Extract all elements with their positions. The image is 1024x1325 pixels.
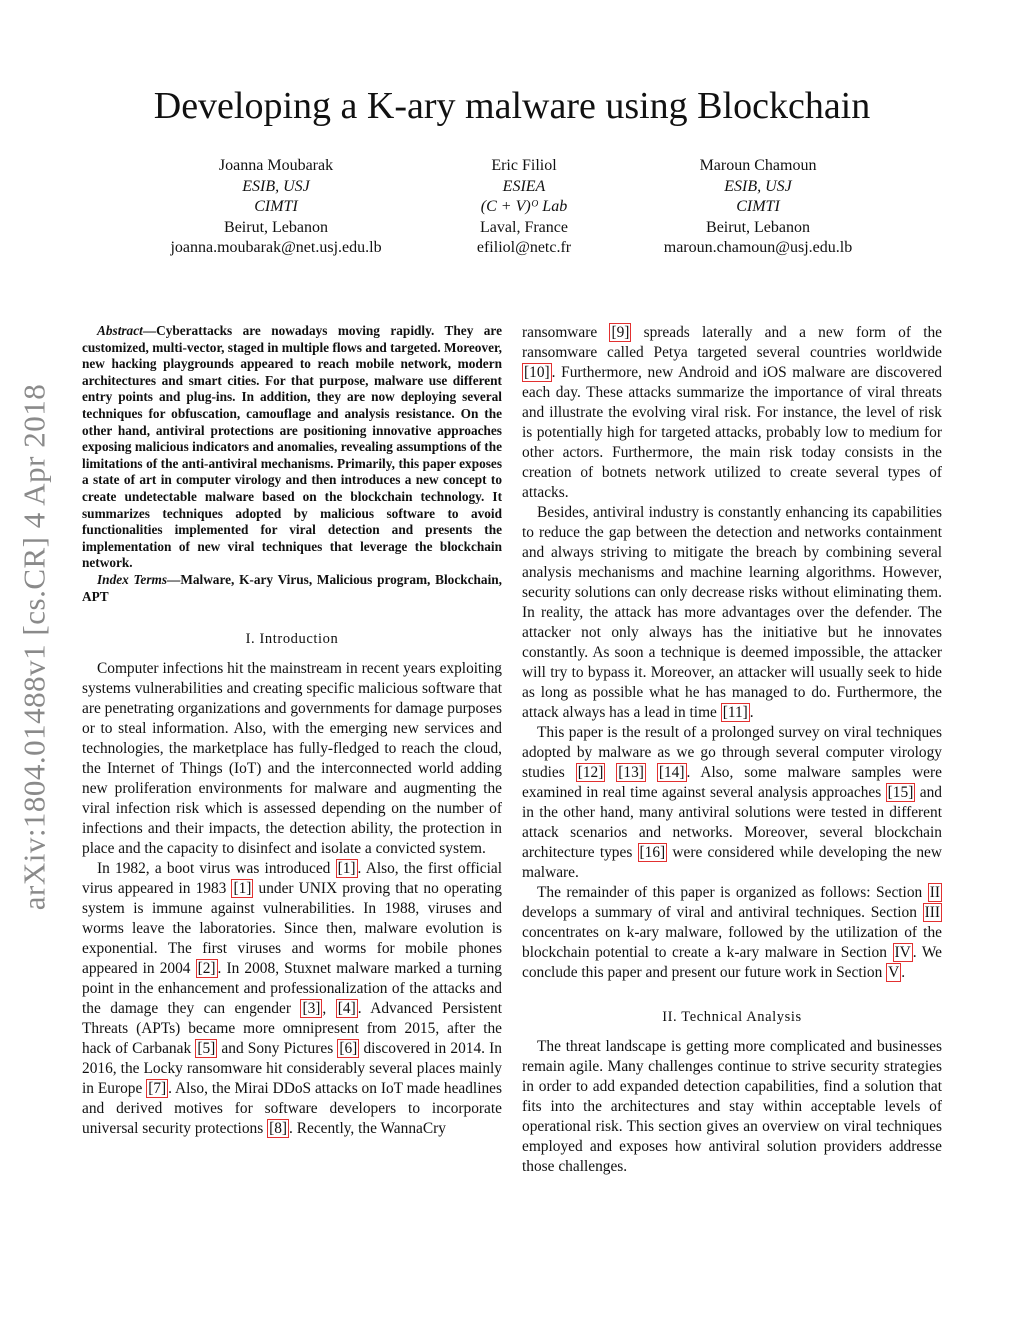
- author-email[interactable]: joanna.moubarak@net.usj.edu.lb: [170, 239, 382, 256]
- text-run: . We conclude this paper and present our future work in Section: [522, 944, 942, 981]
- text-run: Besides, antiviral industry is constantly enhancing its capabilities to reduce the gap between the detection and networks containment and always striving to mitigate the breach by combining several analysis mechanisms and machine learning algorithms. However, security solutions can only decrease risks without eliminating them. In reality, the attack has more advantages over the defender. The attacker not only always has the initiative but he innovates constantly. As soon a technique is deemed impossible, the attacker will try to bypass it. Moreover, an attacker will usually seek to hide as long as possible what he has managed to do. Furthermore, the attack always has a lead in time: [522, 504, 942, 721]
- text-run: . Furthermore, new Android and iOS malware are discovered each day. These attacks summarize the importance of viral threats and illustrate the evolving viral risk. For instance, the level of risk is potentially high for targeted attacks, probably low to medium for other actors. Furthermore, the main risk today consists in the creation of botnets network utilized to create several types of attacks.: [522, 364, 942, 501]
- citation-link[interactable]: [10]: [524, 364, 550, 381]
- index-terms: [82, 572, 502, 605]
- section-title-introduction: I. Introduction: [245, 631, 339, 648]
- text-run: . In 2008, Stuxnet malware marked a turning point in the enhancement and professionalization of the attacks and the damage they can engender: [82, 960, 502, 1018]
- citation-link[interactable]: [9]: [611, 324, 630, 341]
- intro-paragraph-2: [82, 859, 502, 1139]
- author-affiliation-lab: CIMTI: [254, 198, 298, 215]
- text-run: This paper is the result of a prolonged survey on viral techniques adopted by malware as we go through several computer virology studies: [522, 724, 942, 781]
- citation-link[interactable]: [3]: [302, 1000, 321, 1018]
- right-column: [522, 323, 942, 1177]
- author-name: Maroun Chamoun: [699, 157, 817, 174]
- index-terms-text: —Malware, K-ary Virus, Malicious program, Blockchain, APT: [82, 571, 502, 604]
- text-run: [646, 764, 657, 781]
- author-affiliation: ESIB, USJ: [242, 177, 310, 195]
- left-column: [82, 323, 502, 1139]
- author-location: Beirut, Lebanon: [224, 218, 328, 236]
- author-affiliation: ESIEA: [502, 177, 546, 195]
- abstract-text: —Cyberattacks are nowadays moving rapidly. They are customized, multi-vector, staged in multiple flows and targeted. Moreover, new hacking playgrounds appeared to reach mobile network, modern architectures and smart cities. For that purpose, malware use different entry points and plug-ins. In addition, they are now deploying several techniques for obfuscation, camouflage and analysis resistance. On the other hand, antiviral protections are positioning innovative approaches exposing malicious indicators and anomalies, revealing assumptions of the limitations of the anti-antiviral mechanisms. Primarily, this paper exposes a state of art in computer virology and then introduces a new concept to create undetectable malware based on the blockchain technology. It summarizes techniques adopted by malicious software to avoid functionalities implemented for viral detection and presents the implementation of new viral techniques that leverage the blockchain network.: [82, 323, 502, 571]
- citation-link[interactable]: [15]: [887, 784, 914, 801]
- text-run: . Also, some malware samples were examined in real time against several analysis approaches: [522, 764, 942, 801]
- text-run: spreads laterally and a new form of the ransomware called Petya targeted several countries worldwide: [522, 324, 942, 361]
- text-run: and in the other hand, many antiviral solutions were tested in different attack scenarios and networks. Moreover, several blockchain architecture types: [522, 784, 942, 861]
- abstract: [82, 323, 502, 572]
- author-affiliation: ESIB, USJ: [724, 177, 792, 195]
- text-run: . Also, the first official virus appeared in 1983: [82, 860, 502, 898]
- citation-link[interactable]: [7]: [148, 1080, 167, 1098]
- text-run: . Also, the Mirai DDoS attacks on IoT made headlines and derived motives for software developers to incorporate universal security protections: [82, 1080, 502, 1138]
- author-block-3: [608, 156, 908, 259]
- text-run: ransomware: [522, 324, 610, 341]
- section-title-technical-analysis: II. Technical Analysis: [662, 1009, 802, 1025]
- arxiv-identifier-text: arXiv:1804.01488v1 [cs.CR] 4 Apr 2018: [16, 383, 51, 911]
- section-link[interactable]: IV: [894, 944, 911, 961]
- text-run: . Advanced Persistent Threats (APTs) became more omnipresent from 2015, after the hack of Carbanak: [82, 1000, 502, 1058]
- text-run: discovered in 2014. In 2016, the Locky ransomware hit considerably several places mainly in Europe: [82, 1040, 503, 1098]
- citation-link[interactable]: [13]: [618, 764, 644, 781]
- technical-paragraph-1: The threat landscape is getting more complicated and businesses remain agile. Many challenges continue to strive security strategies in order to add expanded detection capabilities, find a solution that fits into the architectures and stay within acceptable levels of operational risk. This section gives an overview on viral techniques employed and exposes how antiviral solution providers addresse those challenges.: [522, 1038, 942, 1175]
- intro-paragraph-1: Computer infections hit the mainstream in recent years exploiting systems vulnerabilities and creating specific malicious software that are penetrating organizations and governments for damage purposes or to steal information. Also, with the emerging new services and technologies, the marketplace has fully-fledged to reach the cloud, the Internet of Things (IoT) and the interconnected world adding new proliferation environments for malware and augmenting the viral infection risk which is assessed depending on the number of infections and their impacts, the detection ability, the protection in place and the capacity to disinfect and isolate a convicted system.: [82, 660, 502, 858]
- text-run: . Recently, the WannaCry: [289, 1120, 446, 1138]
- text-run: were considered while developing the new malware.: [522, 844, 942, 881]
- index-terms-label: Index Terms: [97, 571, 168, 587]
- intro-paragraph-2-continued: [522, 323, 942, 503]
- text-run: .: [901, 964, 906, 981]
- text-run: The remainder of this paper is organized as follows: Section: [537, 884, 928, 901]
- intro-paragraph-5: [522, 883, 942, 983]
- citation-link[interactable]: [2]: [197, 960, 216, 978]
- citation-link[interactable]: [14]: [658, 764, 685, 781]
- citation-link[interactable]: [5]: [197, 1040, 216, 1058]
- text-run: under UNIX proving that no operating system is immune against vulnerabilities. In 1988, viruses and worms leave the laboratories. Since then, malware evolution is exponential. The first viruses and worms for mobile phones appeared in 2004: [82, 880, 502, 978]
- intro-paragraph-3: [522, 503, 942, 723]
- arxiv-identifier: [14, 362, 54, 932]
- author-location: Beirut, Lebanon: [706, 218, 810, 236]
- text-run: develops a summary of viral and antiviral techniques. Section: [522, 904, 923, 921]
- citation-link[interactable]: [16]: [639, 844, 666, 861]
- citation-link[interactable]: [1]: [337, 860, 356, 878]
- author-name: Joanna Moubarak: [218, 157, 334, 174]
- text-run: concentrates on k-ary malware, followed by the utilization of the blockchain potential to create a k-ary malware in Section: [522, 924, 942, 961]
- intro-paragraph-4: [522, 723, 942, 883]
- author-location: Laval, France: [480, 218, 568, 236]
- abstract-label: Abstract: [97, 323, 143, 338]
- text-run: .: [749, 704, 754, 721]
- citation-link[interactable]: [6]: [339, 1040, 358, 1058]
- citation-link[interactable]: [1]: [233, 880, 252, 898]
- text-run: In 1982, a boot virus was introduced: [97, 860, 336, 878]
- author-name: Eric Filiol: [491, 157, 557, 174]
- citation-link[interactable]: [4]: [337, 1000, 356, 1018]
- section-link[interactable]: III: [924, 904, 940, 921]
- author-email[interactable]: efiliol@netc.fr: [476, 239, 572, 256]
- text-run: and Sony Pictures: [217, 1040, 338, 1058]
- section-link[interactable]: V: [888, 964, 900, 981]
- citation-link[interactable]: [8]: [269, 1120, 288, 1138]
- author-affiliation-lab: (C + V)ᴼ Lab: [480, 198, 568, 215]
- text-run: [605, 764, 616, 781]
- citation-link[interactable]: [11]: [722, 704, 748, 721]
- author-affiliation-lab: CIMTI: [736, 198, 780, 215]
- paper-title: Developing a K-ary malware using Blockchain: [153, 85, 871, 127]
- citation-link[interactable]: [12]: [577, 764, 604, 781]
- section-link[interactable]: II: [929, 884, 940, 901]
- author-email[interactable]: maroun.chamoun@usj.edu.lb: [663, 239, 853, 256]
- text-run: ,: [322, 1000, 336, 1018]
